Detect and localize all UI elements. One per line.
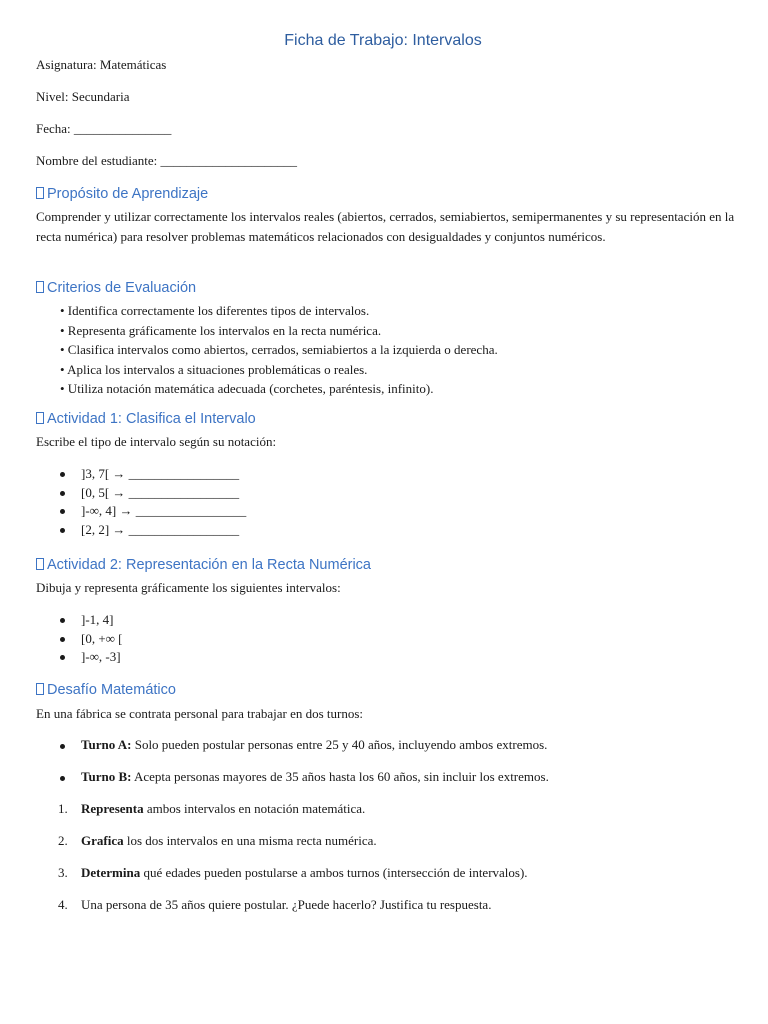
criteria-item: • Clasifica intervalos como abiertos, cerrados, semiabiertos a la izquierda o derecha.: [60, 342, 498, 357]
activity1-heading: [36, 411, 256, 427]
purpose-text: Comprender y utilizar correctamente los intervalos reales (abiertos, cerrados, semiabiertos, semipermanentes y su representación en la recta numérica) para resolver problemas matemáticos relacionados con desigualdades y conjuntos numéricos.: [36, 209, 735, 244]
purpose-heading: [36, 186, 208, 202]
task-number: 4.: [58, 897, 68, 912]
bullet-icon: [60, 744, 65, 749]
task-text: Una persona de 35 años quiere postular. ¿Puede hacerlo? Justifica tu respuesta.: [81, 897, 492, 912]
shift-b-text: Acepta personas mayores de 35 años hasta los 60 años, sin incluir los extremos.: [131, 769, 549, 784]
activity1-heading-text: Actividad 1: Clasifica el Intervalo: [47, 411, 256, 427]
list-item: [0, 5[ → _________________: [36, 484, 246, 503]
list-item: [2, 2] → _________________: [36, 521, 246, 540]
task-verb: Representa: [81, 801, 144, 816]
criteria-list: [60, 301, 498, 399]
task-verb: Determina: [81, 865, 141, 880]
list-item: ]-1, 4]: [36, 611, 123, 630]
bullet-icon: [60, 776, 65, 781]
task-number: 3.: [58, 865, 68, 880]
challenge-heading: [36, 682, 176, 698]
challenge-intro: En una fábrica se contrata personal para trabajar en dos turnos:: [36, 706, 364, 721]
list-item: ]-∞, 4] → _________________: [36, 502, 246, 521]
criteria-item: • Aplica los intervalos a situaciones problemáticas o reales.: [60, 361, 368, 377]
list-item: ]3, 7[ → _________________: [36, 465, 246, 484]
task-number: 1.: [58, 801, 68, 816]
shift-a-item: [36, 737, 547, 753]
page-title: Ficha de Trabajo: Intervalos: [284, 32, 482, 49]
task-text: qué edades pueden postularse a ambos turnos (intersección de intervalos).: [140, 865, 528, 880]
shift-a-text: Solo pueden postular personas entre 25 y 40 años, incluyendo ambos extremos.: [131, 737, 548, 752]
task-item-1: [36, 801, 365, 817]
missing-glyph-icon: [36, 281, 44, 293]
task-item-3: [36, 865, 528, 881]
criteria-item: • Identifica correctamente los diferentes tipos de intervalos.: [60, 303, 370, 318]
subject-line: Asignatura: Matemáticas: [36, 57, 167, 72]
task-item-2: [36, 833, 377, 849]
task-text: los dos intervalos en una misma recta numérica.: [123, 833, 377, 848]
criteria-item: • Representa gráficamente los intervalos en la recta numérica.: [60, 322, 382, 338]
activity2-list: [36, 611, 123, 667]
student-name-line: Nombre del estudiante: _____________________: [36, 153, 298, 168]
criteria-heading-text: Criterios de Evaluación: [47, 280, 197, 296]
activity1-instruction: Escribe el tipo de intervalo según su notación:: [36, 434, 277, 449]
shift-b-item: [36, 769, 549, 785]
task-item-4: [36, 897, 491, 913]
activity2-heading-text: Actividad 2: Representación en la Recta Numérica: [47, 557, 371, 573]
missing-glyph-icon: [36, 187, 44, 199]
task-verb: Grafica: [81, 833, 124, 848]
task-number: 2.: [58, 833, 68, 848]
criteria-item: • Utiliza notación matemática adecuada (corchetes, paréntesis, infinito).: [60, 381, 434, 396]
list-item: ]-∞, -3]: [36, 648, 123, 667]
activity2-heading: [36, 557, 371, 573]
missing-glyph-icon: [36, 683, 44, 695]
criteria-heading: [36, 280, 196, 296]
shift-a-label: Turno A:: [81, 737, 132, 752]
list-item: [0, +∞ [: [36, 630, 123, 649]
task-text: ambos intervalos en notación matemática.: [143, 801, 366, 816]
activity2-instruction: Dibuja y representa gráficamente los siguientes intervalos:: [36, 580, 341, 595]
activity1-list: [36, 465, 246, 539]
date-line: Fecha: _______________: [36, 121, 172, 136]
level-line: Nivel: Secundaria: [36, 89, 130, 104]
missing-glyph-icon: [36, 558, 44, 570]
shift-b-label: Turno B:: [81, 769, 132, 784]
purpose-heading-text: Propósito de Aprendizaje: [47, 186, 209, 202]
challenge-heading-text: Desafío Matemático: [47, 682, 176, 698]
missing-glyph-icon: [36, 412, 44, 424]
